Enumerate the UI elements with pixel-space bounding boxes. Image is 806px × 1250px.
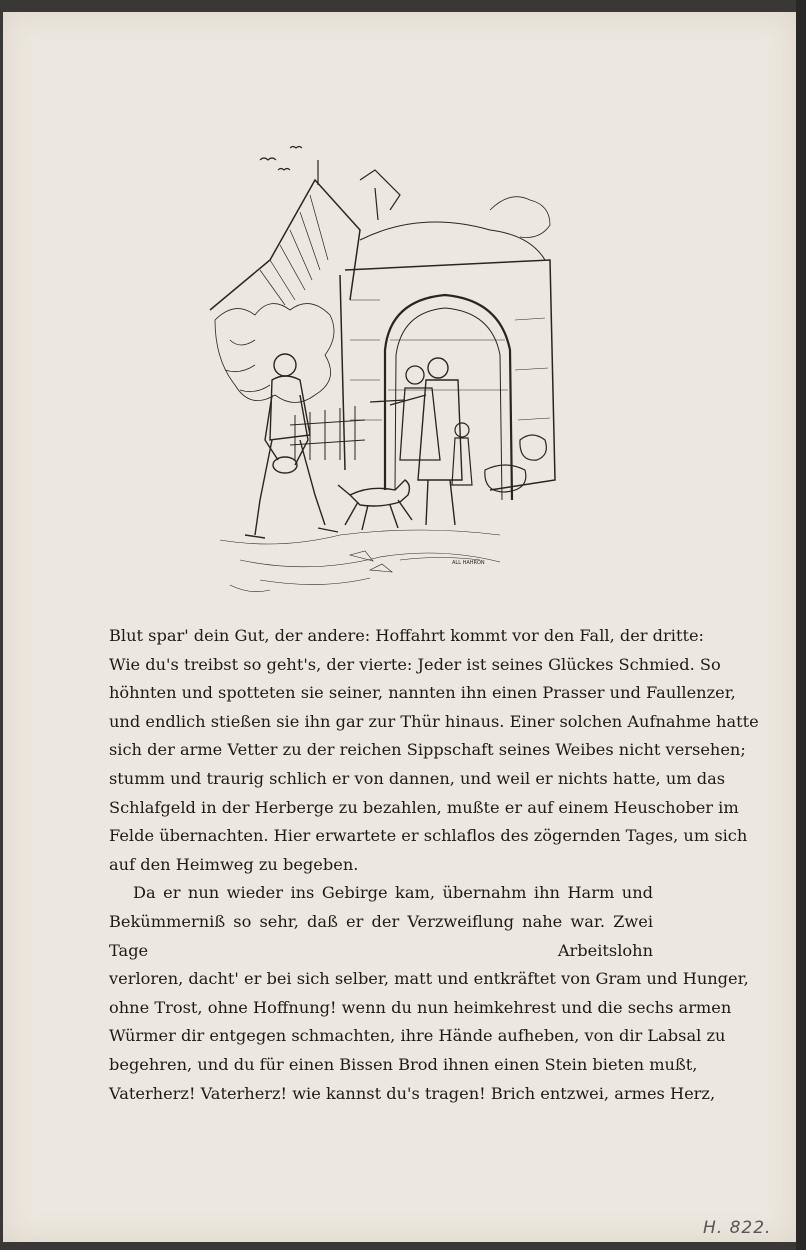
text-line: Da er nun wieder ins Gebirge kam, übernahm ihn Harm und Bekümmerniß so sehr, daß er der Verzweiflung nahe war. Zwei Tage Arbeitslohn xyxy=(109,883,653,960)
text-line: begehren, und du für einen Bissen Brod ihnen einen Stein bieten mußt, xyxy=(109,1054,698,1074)
text-line: sich der arme Vetter zu der reichen Sippschaft seines Weibes nicht versehen; xyxy=(109,740,746,760)
woodcut-illustration xyxy=(200,140,560,610)
text-line: höhnten und spotteten sie seiner, nannten ihn einen Prasser und Faullenzer, xyxy=(109,683,736,703)
shelfmark-annotation: H. 822. xyxy=(703,1218,772,1238)
text-line: Felde übernachten. Hier erwartete er schlaflos des zögernden Tages, um sich xyxy=(109,826,748,846)
text-line: Würmer dir entgegen schmachten, ihre Hände aufheben, von dir Labsal zu xyxy=(109,1026,726,1046)
engraver-signature: ALL HAHRON xyxy=(452,560,485,566)
body-text xyxy=(109,622,759,1108)
text-line: auf den Heimweg zu begeben. xyxy=(109,854,359,874)
text-line: verloren, dacht' er bei sich selber, matt und entkräftet von Gram und Hunger, xyxy=(109,969,749,989)
text-line: Wie du's treibst so geht's, der vierte: Jeder ist seines Glückes Schmied. So xyxy=(109,654,721,674)
text-line: ohne Trost, ohne Hoffnung! wenn du nun heimkehrest und die sechs armen xyxy=(109,997,732,1017)
book-edge xyxy=(796,0,806,1250)
text-line: Schlafgeld in der Herberge zu bezahlen, mußte er auf einem Heuschober im xyxy=(109,797,739,817)
text-line: stumm und traurig schlich er von dannen, und weil er nichts hatte, um das xyxy=(109,768,726,788)
text-line: Vaterherz! Vaterherz! wie kannst du's tragen! Brich entzwei, armes Herz, xyxy=(109,1083,716,1103)
paragraph-2 xyxy=(109,879,749,1108)
paragraph-1 xyxy=(109,622,759,879)
text-line: Blut spar' dein Gut, der andere: Hoffahrt kommt vor den Fall, der dritte: xyxy=(109,626,705,645)
text-line: und endlich stießen sie ihn gar zur Thür hinaus. Einer solchen Aufnahme hatte xyxy=(109,711,759,731)
